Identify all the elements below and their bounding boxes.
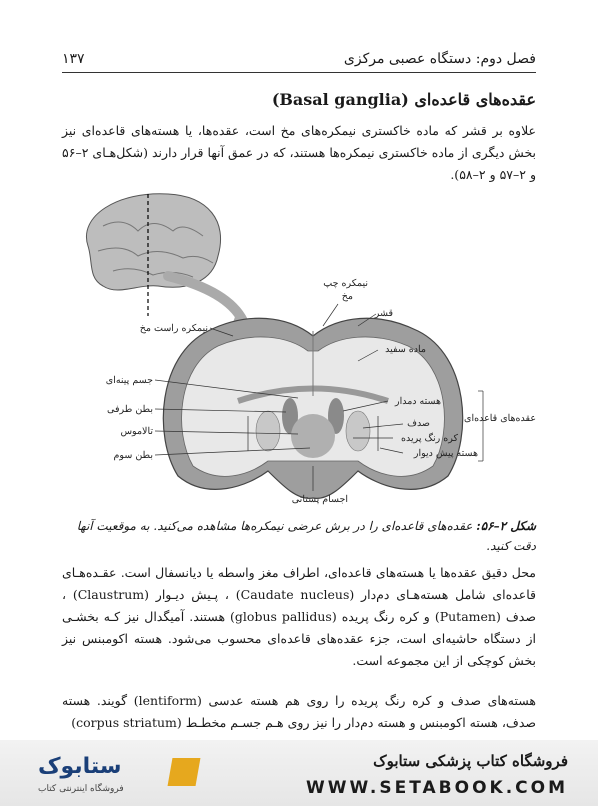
section-title: عقده‌های قاعده‌ای (Basal ganglia) — [271, 90, 536, 109]
footer-url-link[interactable]: WWW.SETABOOK.COM — [306, 778, 568, 798]
label-globus-pallidus: کره رنگ پریده — [400, 433, 458, 444]
paragraph-intro: علاوه بر قشر که ماده خاکستری نیمکره‌های مخ است، عقده‌ها، یا هسته‌های قاعده‌ای نیز بخش دیگری از ماده خاکستری نیمکره‌ها هستند، که در عمق آنها قرار دارند (شکل‌هـای ۲–۵۶ و ۲–۵۷ و ۲–۵۸). — [62, 123, 536, 182]
label-basal-ganglia: عقده‌های قاعده‌ای — [464, 413, 536, 424]
label-lateral-ventricle: بطن طرفی — [107, 404, 153, 415]
lateral-brain-image — [86, 194, 256, 331]
footer-banner — [0, 740, 598, 806]
footer-logo-text: ستابوک — [38, 754, 122, 779]
book-logo-icon — [168, 758, 201, 786]
paragraph-location: محل دقیق عقده‌ها یا هسته‌های قاعده‌ای، اطراف مغز واسطه یا دیانسفال است. عقـده‌هـای قاعده‌ای شامل هسته‌هـای دم‌دار (Caudate nucleus) ، پـیش دیـوار (Claustrum) ، صدف (Putamen) و کره رنگ پریده (globus pallidus) هستند. آمیگدال نیز کـه بخشـی از دستگاه حاشیه‌ای است، جزء عقده‌های قاعده‌ای محسوب می‌شود. هسته اکومبنس نیز بخش کوچکی از این مجموعه است. — [62, 565, 536, 668]
label-third-ventricle: بطن سوم — [113, 450, 153, 461]
label-corpus-callosum: جسم پینه‌ای — [105, 375, 153, 386]
chapter-title: فصل دوم: دستگاه عصبی مرکزی — [343, 51, 536, 67]
brain-diagram — [58, 186, 540, 514]
paragraph-lentiform: هسته‌های صدف و کره رنگ پریده را روی هم هسته عدسی (lentiform) گویند. هسته صدف، هسته اکومبنس و هسته دم‌دار را نیز روی هـم جسـم مخطـط (corpus striatum) — [62, 693, 536, 730]
footer-logo-subtitle: فروشگاه اینترنتی کتاب — [38, 784, 124, 794]
page-number: ۱۳۷ — [62, 51, 85, 67]
footer-store-name: فروشگاه کتاب پزشکی ستابوک — [373, 752, 568, 770]
label-white-matter: ماده سفید — [385, 344, 426, 355]
figure-caption — [62, 516, 536, 556]
label-mammillary: اجسام پستانی — [291, 494, 348, 505]
caption-text: عقده‌های قاعده‌ای را در برش عرضی نیمکره‌ها مشاهده می‌کنید. به موقعیت آنها دقت کنید. — [76, 519, 536, 553]
label-thalamus: تالاموس — [120, 426, 153, 437]
label-right-hemisphere: نیمکره راست مخ — [139, 323, 208, 334]
label-caudate: هسته دمدار — [395, 396, 441, 407]
label-cortex: قشر — [374, 308, 393, 319]
label-putamen: صدف — [407, 418, 430, 429]
label-claustrum: هسته پیش دیوار — [413, 448, 478, 459]
label-brain: مخ — [341, 291, 353, 302]
label-left-hemisphere: نیمکره چپ — [323, 278, 368, 289]
caption-label: شکل ۲–۵۶: — [476, 519, 536, 533]
brain-figure — [58, 186, 540, 514]
page-header — [62, 46, 536, 73]
